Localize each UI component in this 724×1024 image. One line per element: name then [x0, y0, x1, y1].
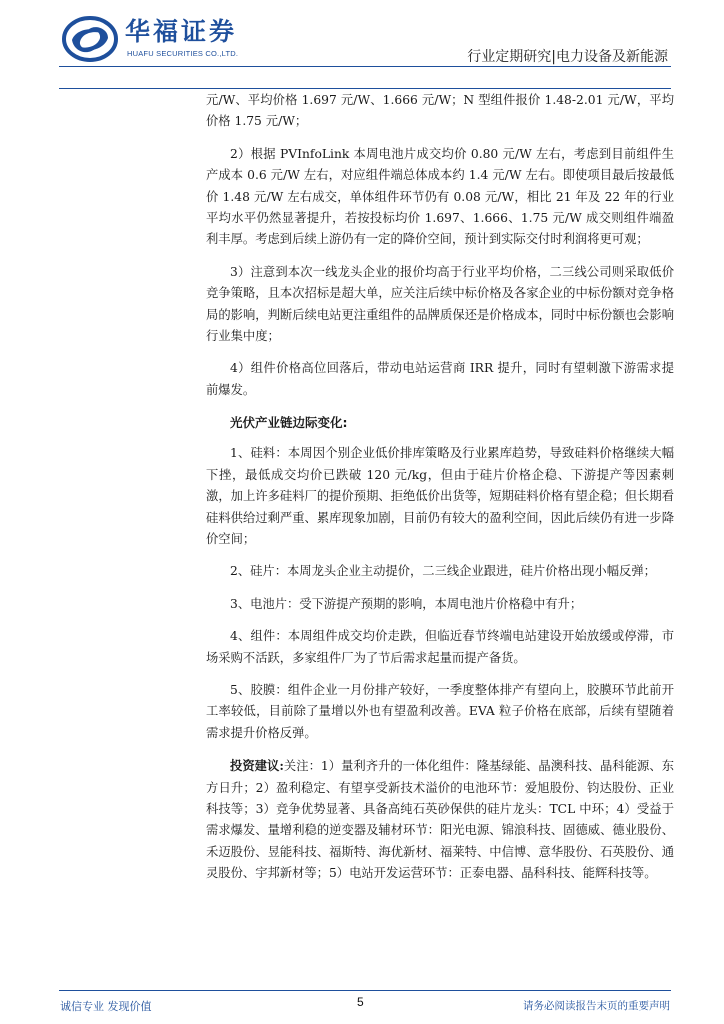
- list-item-module: 4、组件：本周组件成交均价走跌，但临近春节终端电站建设开始放缓或停滞，市场采购不活跃，多家组件厂为了节后需求起量而提产备货。: [206, 629, 674, 665]
- list-item-cell: 3、电池片：受下游提产预期的影响，本周电池片价格稳中有升；: [230, 596, 583, 611]
- list-item-wafer: 2、硅片：本周龙头企业主动提价，二三线企业跟进，硅片价格出现小幅反弹；: [230, 564, 656, 579]
- footer-rule: [59, 990, 671, 991]
- main-content: [206, 90, 674, 896]
- advice-text: 关注：1）量利齐升的一体化组件：隆基绿能、晶澳科技、晶科能源、东方日升；2）盈利稳定、有望享受新技术溢价的电池环节：爱旭股份、钧达股份、正业科技等；3）竞争优势显著、具备高纯石英砂保供的硅片龙头：TCL 中环；4）受益于需求爆发、量增利稳的逆变器及辅材环节：阳光电源、锦浪科技、固德威、德业股份、禾迈股份、昱能科技、福斯特、海优新材、福莱特、中信博、意华股份、石英股份、通灵股份、宇邦新材等；5）电站开发运营环节：正泰电器、晶科科技、能辉科技等。: [206, 759, 675, 881]
- header-rule-top: [59, 66, 671, 67]
- header-rule-bottom: [59, 88, 671, 89]
- brand-name-en: HUAFU SECURITIES CO.,LTD.: [127, 49, 239, 58]
- report-type: 行业定期研究|电力设备及新能源: [467, 49, 668, 65]
- page-header: [0, 0, 724, 92]
- paragraph-price-continued: 元/W、平均价格 1.697 元/W、1.666 元/W；N 型组件报价 1.48-2.01 元/W，平均价格 1.75 元/W；: [206, 93, 674, 129]
- footer-slogan: 诚信专业 发现价值: [60, 1000, 152, 1013]
- advice-label: 投资建议:: [230, 758, 284, 774]
- footer-disclaimer: 请务必阅读报告末页的重要声明: [523, 1000, 670, 1012]
- list-item-polysilicon: 1、硅料：本周因个别企业低价排库策略及行业累库趋势，导致硅料价格继续大幅下挫，最低成交均价已跌破 120 元/kg，但由于硅片价格企稳、下游提产等因素刺激，加上许多硅料厂的提价预期、拒绝低价出货等，短期硅料价格有望企稳；但长期看硅料供给过剩严重、累库现象加剧，目前仍有较大的盈利空间，因此后续仍有进一步降价空间；: [206, 446, 674, 546]
- section-heading-chain-changes: 光伏产业链边际变化:: [230, 415, 348, 431]
- paragraph-point-4: 4）组件价格高位回落后，带动电站运营商 IRR 提升，同时有望刺激下游需求提前爆发。: [206, 361, 674, 397]
- paragraph-point-3: 3）注意到本次一线龙头企业的报价均高于行业平均价格，二三线公司则采取低价竞争策略，且本次招标是超大单，应关注后续中标价格及各家企业的中标份额对竞争格局的影响，判断后续电站更注重组件的品牌质保还是价格成本，同时中标份额也会影响行业集中度；: [206, 264, 674, 344]
- page-number: 5: [357, 995, 364, 1009]
- brand-name-cn: 华福证券: [125, 17, 238, 46]
- list-item-film: 5、胶膜：组件企业一月份排产较好，一季度整体排产有望向上，胶膜环节此前开工率较低，目前除了量增以外也有望盈利改善。EVA 粒子价格在底部，后续有望随着需求提升价格反弹。: [206, 682, 674, 740]
- paragraph-point-2: 2）根据 PVInfoLink 本周电池片成交均价 0.80 元/W 左右，考虑到目前组件生产成本 0.6 元/W 左右，对应组件端总体成本约 1.4 元/W 左右。即使项目最后按最低价 1.48 元/W 左右成交，单体组件环节仍有 0.08 元/W，相比 21 年及 22 年的行业平均水平仍然显著提升，若按投标均价 1.697、1.666、1.75 元/W 成交则组件端盈利丰厚。考虑到后续上游仍有一定的降价空间，预计到实际交付时利润将更可观；: [206, 146, 674, 247]
- paragraph-investment-advice: [206, 755, 674, 884]
- huafu-logo-icon: [62, 16, 118, 62]
